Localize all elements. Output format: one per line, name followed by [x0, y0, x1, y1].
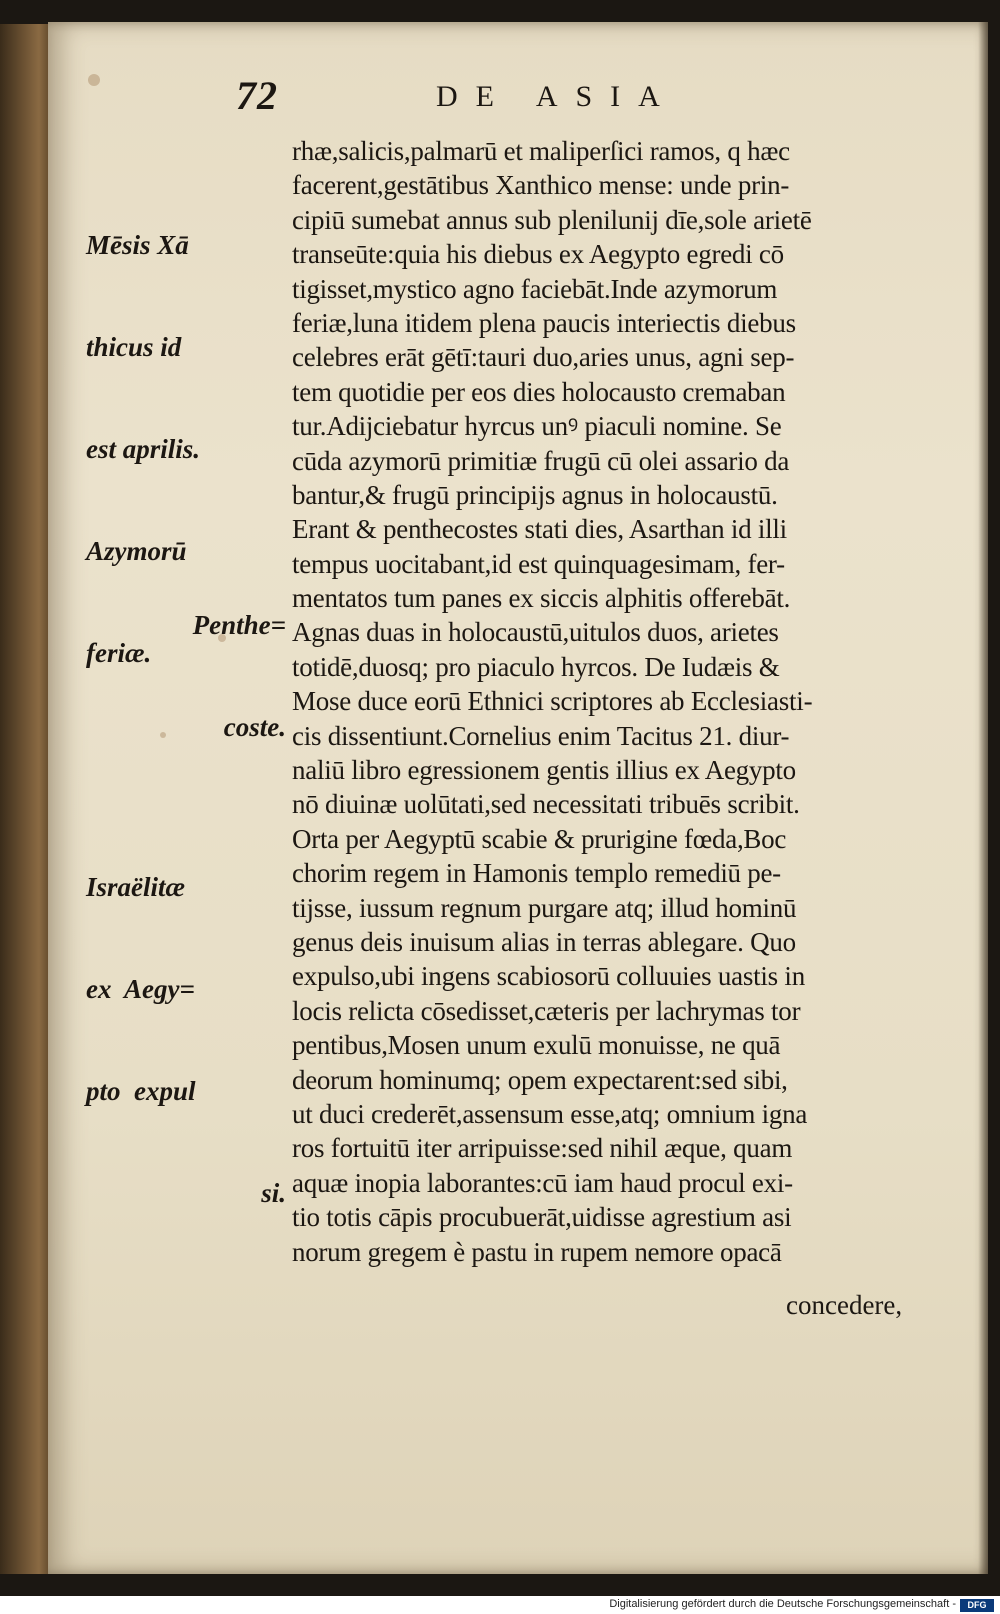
dfg-logo: DFG: [960, 1599, 994, 1612]
marginal-line: coste.: [223, 712, 286, 742]
marginal-line: pto expul: [86, 1076, 196, 1106]
text-line: Mose duce eorū Ethnici scriptores ab Ecclesiasti-: [292, 686, 813, 717]
text-line: naliū libro egressionem gentis illius ex Aegypto: [292, 755, 796, 786]
paper-stain: [88, 74, 100, 86]
running-title: DE ASIA: [436, 80, 678, 113]
marginal-line: feriæ.: [86, 638, 152, 668]
marginal-line: est aprilis.: [86, 434, 201, 464]
text-line: Orta per Aegyptū scabie & prurigine fœda,Boc: [292, 823, 787, 854]
text-line: pentibus,Mosen unum exulū monuisse, ne quā: [292, 1030, 781, 1061]
marginal-note-pentecost: [86, 540, 286, 812]
text-line: deorum hominumq; opem expectarent:sed sibi,: [292, 1064, 788, 1095]
marginal-line: ex Aegy=: [86, 974, 195, 1004]
text-line: celebres erāt gētī:tauri duo,aries unus, agni sep-: [292, 342, 795, 373]
text-line: norum gregem è pastu in rupem nemore opacā: [292, 1236, 782, 1267]
marginal-line: thicus id: [86, 332, 182, 362]
text-line: facerent,gestātibus Xanthico mense: unde prin-: [292, 170, 790, 201]
text-line: genus deis inuisum alias in terras ablegare. Quo: [292, 926, 796, 957]
text-line: tio totis cāpis procubuerāt,uidisse agrestium asi: [292, 1202, 792, 1233]
text-line: rhæ,salicis,palmarū et maliperſici ramos, q hæc: [292, 136, 790, 166]
digitization-credit: Digitalisierung gefördert durch die Deutsche Forschungsgemeinschaft -: [609, 1598, 956, 1610]
text-line: ut duci crederēt,assensum esse,atq; omnium igna: [292, 1098, 808, 1129]
text-line: cūda azymorū primitiæ frugū cū olei assario da: [292, 445, 790, 476]
text-line: expulso,ubi ingens scabiosorū colluuies uastis in: [292, 961, 805, 992]
marginal-line: Penthe=: [192, 610, 286, 640]
text-line: cis dissentiunt.Cornelius enim Tacitus 21. diur-: [292, 720, 790, 751]
text-line: tur.Adijciebatur hyrcus unꝰ piaculi nomine. Se: [292, 411, 782, 442]
text-line: aquæ inopia laborantes:cū iam haud procul exi-: [292, 1167, 793, 1198]
main-text: [292, 134, 964, 1269]
page-header: [236, 72, 756, 132]
text-line: tijsse, iussum regnum purgare atq; illud hominū: [292, 892, 797, 923]
marginal-line: Israëlitæ: [86, 872, 186, 902]
text-line: mentatos tum panes ex siccis alphitis offerebāt.: [292, 583, 791, 614]
text-line: tigisset,mystico agno faciebāt.Inde azymorum: [292, 273, 778, 304]
text-line: Agnas duas in holocaustū,uitulos duos, arietes: [292, 617, 779, 648]
marginal-notes: [86, 140, 286, 1340]
book-binding: [0, 24, 52, 1574]
text-line: chorim regem in Hamonis templo remediū pe-: [292, 858, 781, 889]
text-line: cipiū sumebat annus sub plenilunij dīe,sole arietē: [292, 204, 812, 235]
marginal-line: Mēsis Xā: [86, 230, 189, 260]
text-line: bantur,& frugū principijs agnus in holocaustū.: [292, 479, 778, 510]
text-line: nō diuinæ uolūtati,sed necessitati tribuēs scribit.: [292, 789, 800, 820]
marginal-note-israelites: [86, 802, 286, 1278]
text-line: ros fortuitū iter arripuisse:sed nihil æque, quam: [292, 1133, 793, 1164]
text-line: tem quotidie per eos dies holocausto cremaban: [292, 376, 786, 407]
text-line: tempus uocitabant,id est quinquagesimam, fer-: [292, 548, 785, 579]
marginal-line: Azymorū: [86, 536, 187, 566]
text-line: locis relicta cōsedisset,cæteris per lachrymas tor: [292, 995, 801, 1026]
text-line: totidē,duosq; pro piaculo hyrcos. De Iudæis &: [292, 651, 780, 682]
folio-number: 72: [236, 73, 278, 118]
catchword: concedere,: [786, 1290, 903, 1320]
marginal-line: si.: [261, 1178, 286, 1208]
text-line: Erant & penthecostes stati dies, Asarthan id illi: [292, 514, 787, 545]
text-line: transeūte:quia his diebus ex Aegypto egredi cō: [292, 239, 784, 270]
page-edge-shadow: [978, 22, 988, 1574]
text-line: feriæ,luna itidem plena paucis interiectis diebus: [292, 307, 796, 338]
